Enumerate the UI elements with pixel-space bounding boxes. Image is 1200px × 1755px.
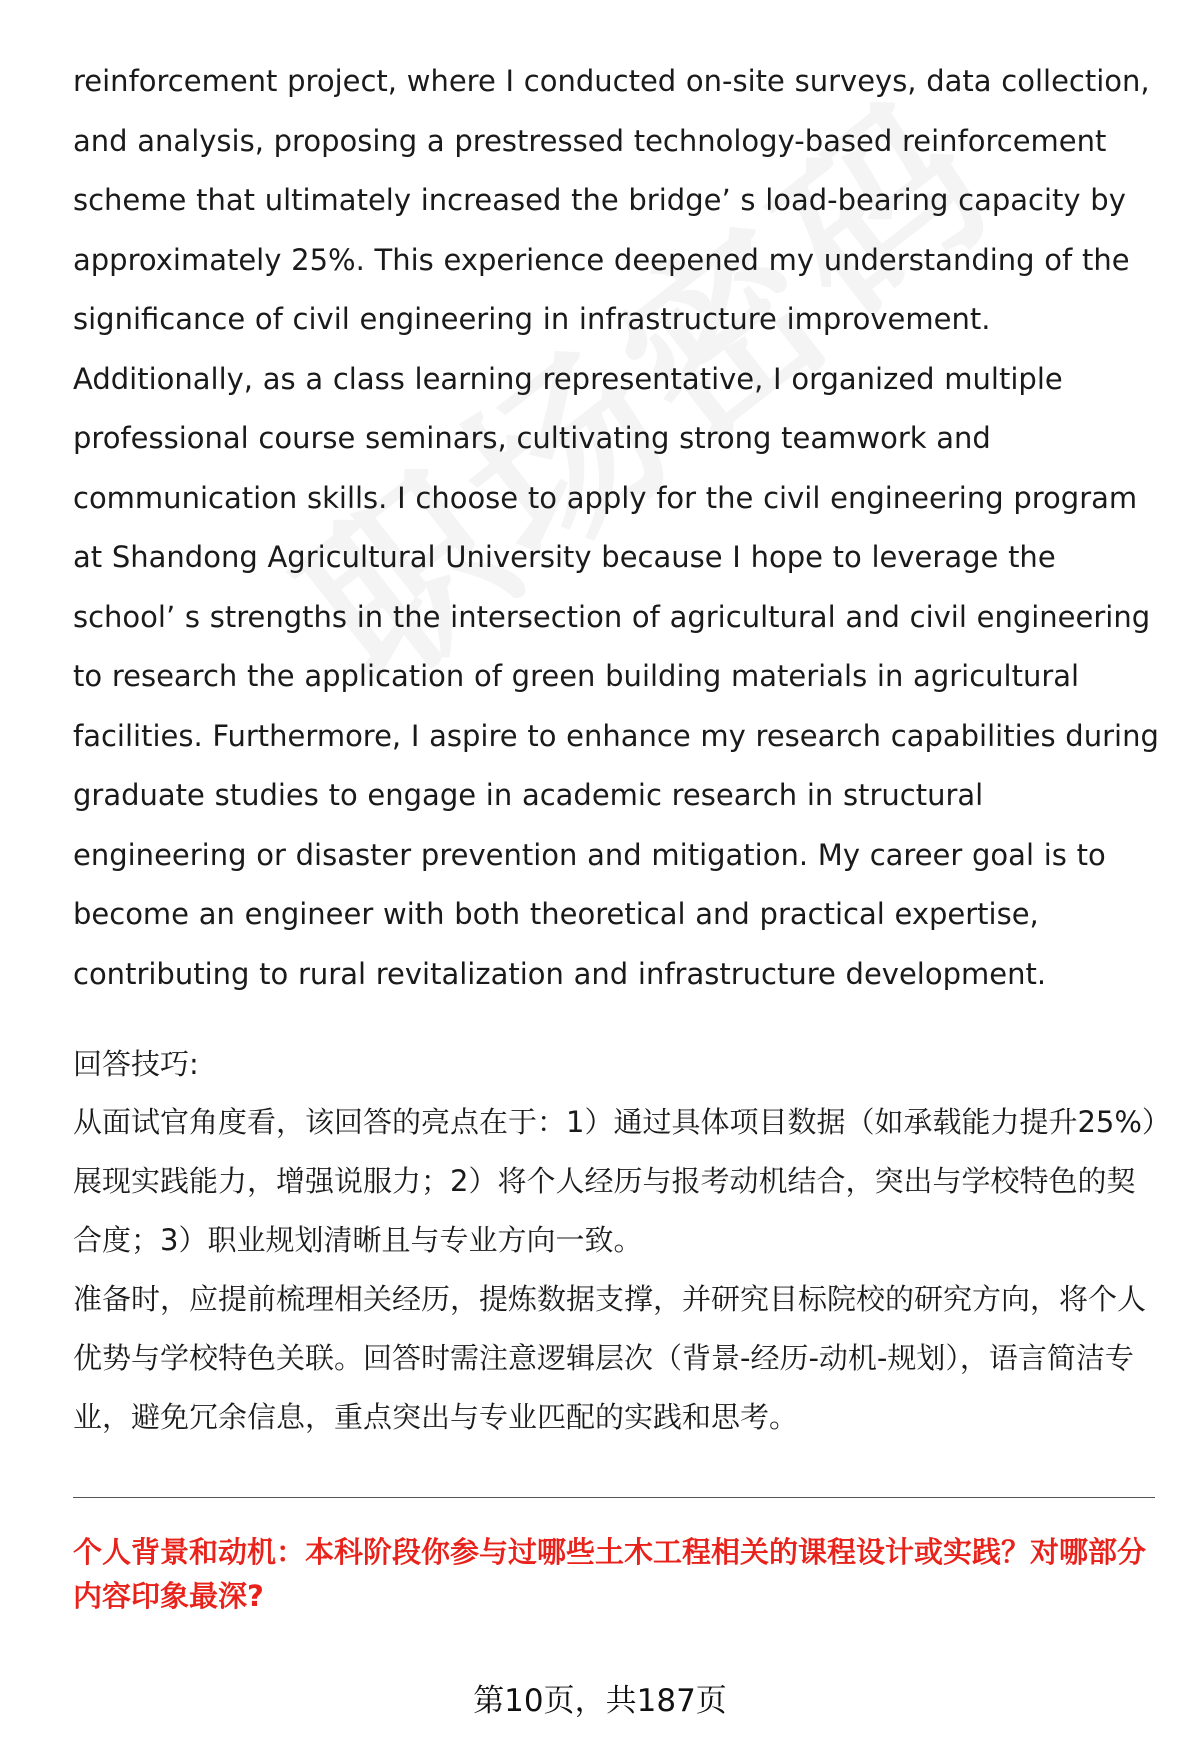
next-question-heading: 个人背景和动机：本科阶段你参与过哪些土木工程相关的课程设计或实践？对哪部分内容印象最深? bbox=[73, 1535, 1147, 1613]
answer-paragraph: reinforcement project, where I conducted on-site surveys, data collection, and analysis, proposing a prestressed technology-based reinforcement scheme that ultimately increased the bridge’ s load-bearing capacity by approximately 25%. This experience deepened my understanding of the significance of civil engineering in infrastructure improvement. Additionally, as a class learning representative, I organized multiple professional course seminars, cultivating strong teamwork and communication skills. I choose to apply for the civil engineering program at Shandong Agricultural University because I hope to leverage the school’ s strengths in the intersection of agricultural and civil engineering to research the application of green building materials in agricultural facilities. Furthermore, I aspire to enhance my research capabilities during graduate studies to engage in academic research in structural engineering or disaster prevention and mitigation. My career goal is to become an engineer with both theoretical and practical expertise, contributing to rural revitalization and infrastructure development. bbox=[73, 64, 1159, 991]
section-divider bbox=[73, 1497, 1155, 1498]
answer-tips-section bbox=[73, 1036, 1163, 1447]
page-content bbox=[73, 52, 1163, 1447]
tips-paragraph-1: 从面试官角度看，该回答的亮点在于：1）通过具体项目数据（如承载能力提升25%）展现实践能力，增强说服力；2）将个人经历与报考动机结合，突出与学校特色的契合度；3）职业规划清晰且与专业方向一致。 bbox=[73, 1105, 1157, 1257]
tips-heading: 回答技巧: bbox=[73, 1047, 199, 1081]
tips-paragraph-2: 准备时，应提前梳理相关经历，提炼数据支撑，并研究目标院校的研究方向，将个人优势与学校特色关联。回答时需注意逻辑层次（背景-经历-动机-规划），语言简洁专业，避免冗余信息，重点突出与专业匹配的实践和思考。 bbox=[73, 1282, 1147, 1434]
page-number: 第10页，共187页 bbox=[473, 1683, 727, 1719]
